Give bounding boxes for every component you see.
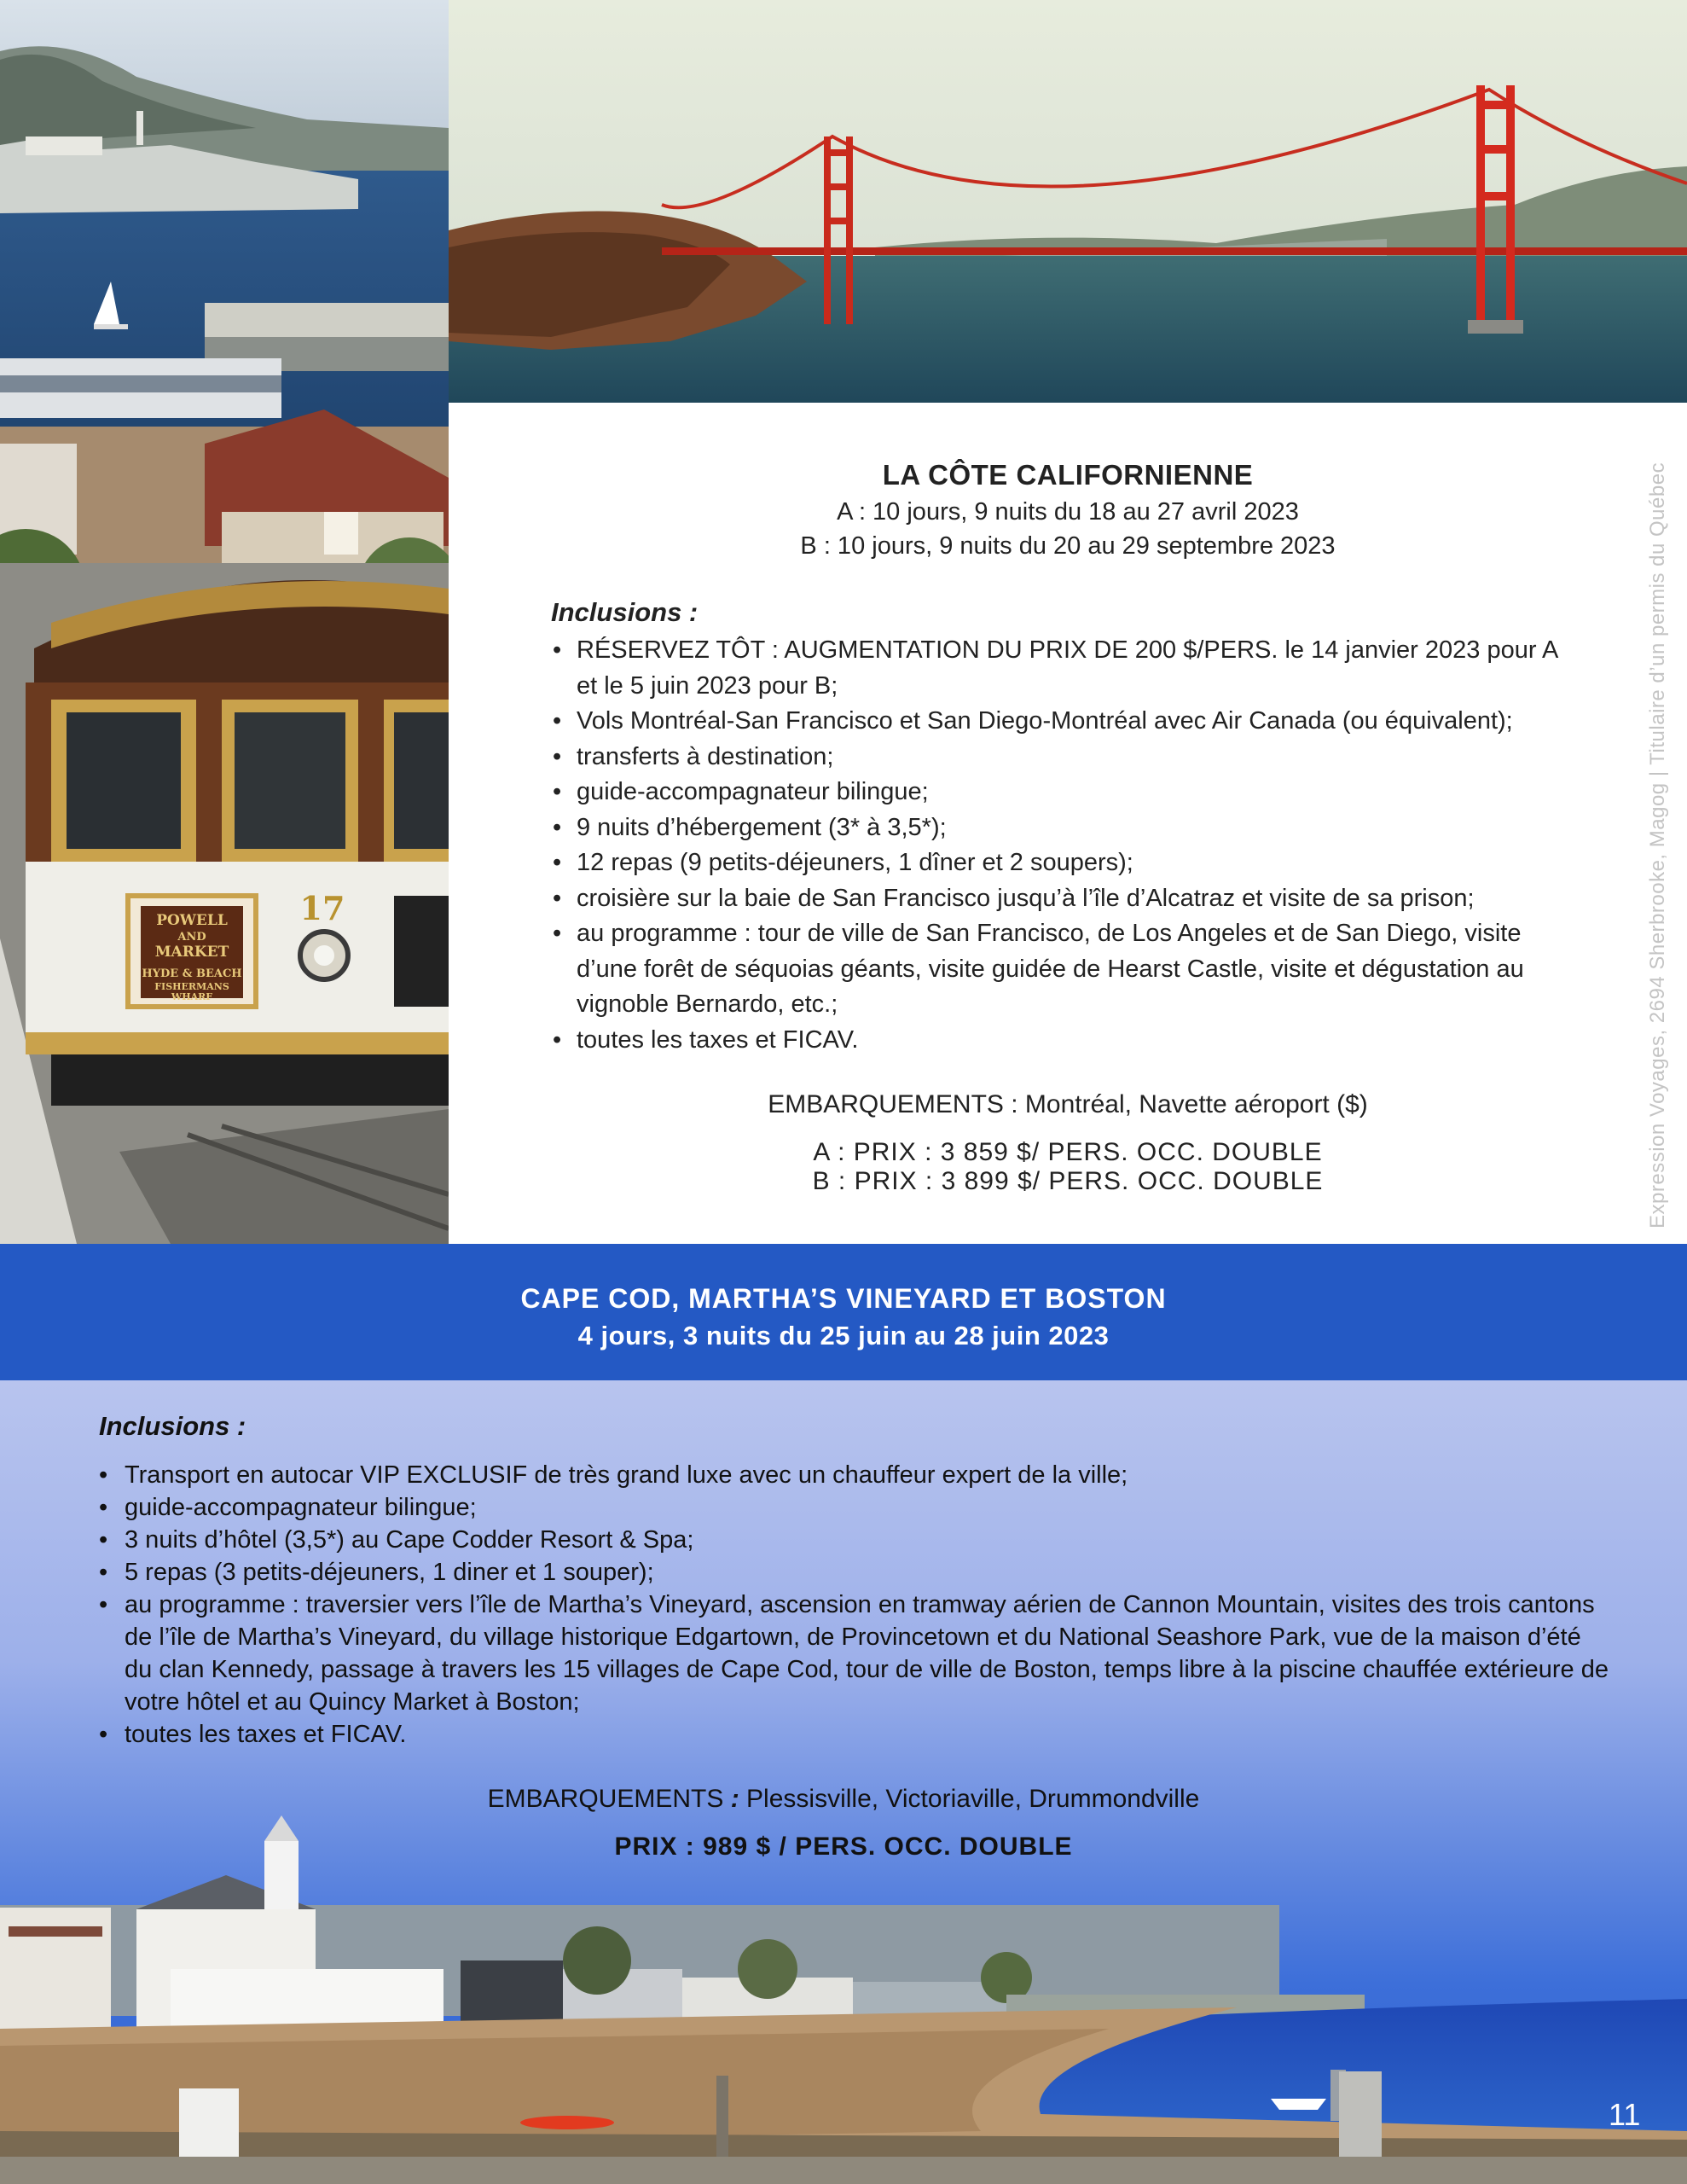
- list-item: • 12 repas (9 petits-déjeuners, 1 dîner et 2 soupers);: [551, 845, 1574, 881]
- list-item: • 9 nuits d’hébergement (3* à 3,5*);: [551, 810, 1574, 846]
- cape-cod-trip-section: [0, 1380, 1687, 1892]
- cable-car-photo: [0, 0, 449, 1244]
- list-item: • 5 repas (3 petits-déjeuners, 1 diner et 1 souper);: [99, 1556, 1609, 1589]
- cape-cod-embarkation-places: Plessisville, Victoriaville, Drummondville: [746, 1785, 1200, 1813]
- list-item: • 3 nuits d’hôtel (3,5*) au Cape Codder Resort & Spa;: [99, 1524, 1609, 1556]
- cape-cod-embarkation-label: EMBARQUEMENTS: [487, 1785, 724, 1813]
- california-inclusions-list: [551, 633, 1574, 1058]
- california-dates-option-b: B : 10 jours, 9 nuits du 20 au 29 septembre 2023: [800, 532, 1336, 560]
- list-item: • au programme : traversier vers l’île de Martha’s Vineyard, ascension en tramway aérien de Cannon Mountain, visites des trois cantons de l’île de Martha’s Vineyard, du village historique Edgartown, de Provincetown et du National Seashore Park, vue de la maison d’été du clan Kennedy, passage à travers les 15 villages de Cape Cod, tour de ville de Boston, temps libre à la piscine chauffée extérieure de votre hôtel et au Quincy Market à Boston;: [99, 1589, 1609, 1718]
- list-item: • croisière sur la baie de San Francisco jusqu’à l’île d’Alcatraz et visite de sa prison;: [551, 881, 1574, 917]
- cape-cod-trip-dates: 4 jours, 3 nuits du 25 juin au 28 juin 2023: [577, 1321, 1110, 1350]
- list-item: • RÉSERVEZ TÔT : AUGMENTATION DU PRIX DE 200 $/PERS. le 14 janvier 2023 pour A et le 5 juin 2023 pour B;: [551, 633, 1574, 704]
- california-inclusions-heading: Inclusions :: [551, 597, 699, 627]
- golden-gate-bridge-photo: [449, 0, 1687, 403]
- cape-cod-embarkation-colon: :: [730, 1785, 739, 1813]
- cable-car-sign-powell: POWELL: [156, 912, 228, 929]
- cable-car-number: 17: [299, 889, 345, 927]
- cable-car-sign-and: AND: [177, 931, 206, 944]
- list-item: • Transport en autocar VIP EXCLUSIF de très grand luxe avec un chauffeur expert de la ville;: [99, 1459, 1609, 1491]
- cape-cod-price: PRIX : 989 $ / PERS. OCC. DOUBLE: [614, 1833, 1073, 1861]
- cape-cod-embarkation: [0, 1785, 1687, 1814]
- california-dates-option-a: A : 10 jours, 9 nuits du 18 au 27 avril 2023: [837, 498, 1299, 526]
- list-item: • toutes les taxes et FICAV.: [551, 1023, 1574, 1059]
- california-trip-title: LA CÔTE CALIFORNIENNE: [882, 459, 1254, 491]
- cable-car-sign-fishermans: FISHERMANS: [154, 981, 229, 992]
- cape-cod-trip-title: CAPE COD, MARTHA’S VINEYARD ET BOSTON: [520, 1283, 1167, 1314]
- cable-car-sign-wharf: WHARF: [171, 991, 213, 1002]
- california-price-option-b: B : PRIX : 3 899 $/ PERS. OCC. DOUBLE: [812, 1167, 1324, 1195]
- list-item: • toutes les taxes et FICAV.: [99, 1718, 1609, 1751]
- cable-car-sign-market: MARKET: [154, 944, 229, 961]
- california-trip-section: [449, 403, 1687, 1244]
- agency-permit-text: Expression Voyages, 2694 Sherbrooke, Magog | Titulaire d’un permis du Québec: [1646, 462, 1669, 1228]
- california-price-option-a: A : PRIX : 3 859 $/ PERS. OCC. DOUBLE: [813, 1138, 1323, 1166]
- list-item: • guide-accompagnateur bilingue;: [551, 775, 1574, 810]
- cape-cod-inclusions-heading: Inclusions :: [99, 1411, 246, 1441]
- cape-cod-header-band: [0, 1244, 1687, 1380]
- cable-car-sign-hyde-beach: HYDE & BEACH: [142, 967, 242, 980]
- page-number: 11: [1609, 2097, 1641, 2132]
- california-embarkation: EMBARQUEMENTS : Montréal, Navette aéroport ($): [768, 1090, 1368, 1118]
- cape-cod-inclusions-list: [99, 1459, 1609, 1751]
- list-item: • au programme : tour de ville de San Francisco, de Los Angeles et de San Diego, visite d’une forêt de séquoias géants, visite guidée de Hearst Castle, visite et dégustation au vignoble Bernardo, etc.;: [551, 916, 1574, 1023]
- list-item: • guide-accompagnateur bilingue;: [99, 1491, 1609, 1524]
- list-item: • transferts à destination;: [551, 740, 1574, 775]
- list-item: • Vols Montréal-San Francisco et San Diego-Montréal avec Air Canada (ou équivalent);: [551, 704, 1574, 740]
